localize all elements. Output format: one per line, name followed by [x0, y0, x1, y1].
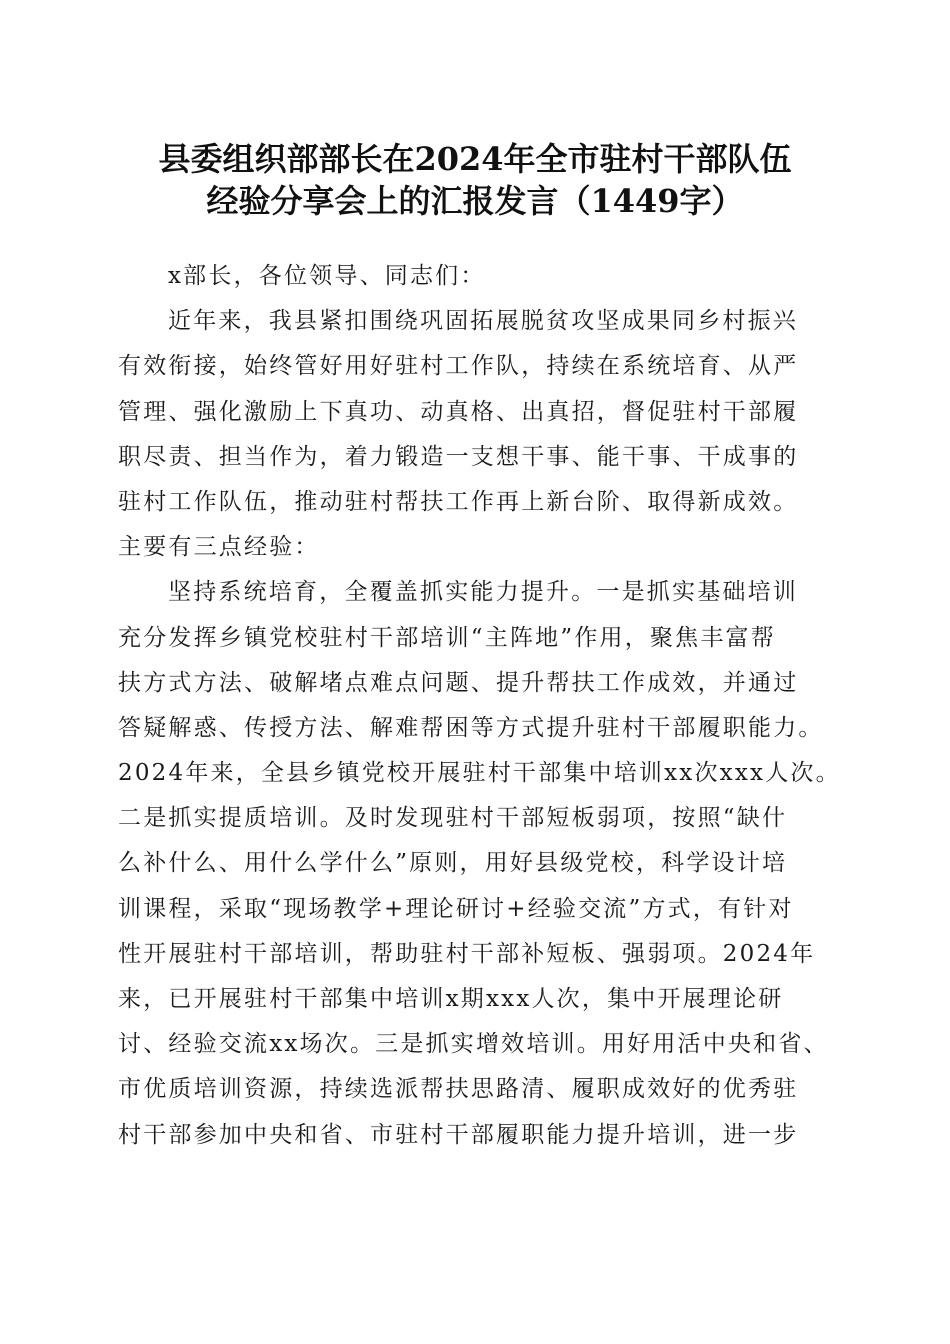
paragraph-line: 讨、经验交流xx场次。三是抓实增效培训。用好用活中央和省、	[118, 1031, 829, 1058]
paragraph-line: 驻村工作队伍，推动驻村帮扶工作再上新台阶、取得新成效。	[118, 488, 799, 515]
paragraph-line: 二是抓实提质培训。及时发现驻村干部短板弱项，按照“缺什	[118, 805, 788, 832]
paragraph-line: 村干部参加中央和省、市驻村干部履职能力提升培训，进一步	[118, 1121, 799, 1148]
title-line-1: 县委组织部部长在2024年全市驻村干部队伍	[158, 140, 792, 178]
paragraph-line: 充分发挥乡镇党校驻村干部培训“主阵地”作用，聚焦丰富帮	[118, 624, 776, 651]
paragraph-line: 职尽责、担当作为，着力锻造一支想干事、能干事、干成事的	[118, 443, 799, 470]
paragraph-line: 管理、强化激励上下真功、动真格、出真招，督促驻村干部履	[118, 398, 799, 425]
paragraph-line: 有效衔接，始终管好用好驻村工作队，持续在系统培育、从严	[118, 353, 799, 380]
document-body	[118, 254, 842, 1158]
title-line-2: 经验分享会上的汇报发言（1449字）	[206, 182, 744, 220]
document-title	[90, 138, 860, 222]
paragraph-line: 主要有三点经验：	[118, 534, 320, 561]
paragraph-line: 市优质培训资源，持续选派帮扶思路清、履职成效好的优秀驻	[118, 1076, 799, 1103]
paragraph-line: 么补什么、用什么学什么”原则，用好县级党校，科学设计培	[118, 850, 788, 877]
paragraph-line: 扶方式方法、破解堵点难点问题、提升帮扶工作成效，并通过	[118, 669, 799, 696]
salutation-line: x部长，各位领导、同志们：	[168, 263, 486, 289]
paragraph-line: 来，已开展驻村干部集中培训x期xxx人次，集中开展理论研	[118, 986, 784, 1012]
paragraph-line: 性开展驻村干部培训，帮助驻村干部补短板、强弱项。2024年	[118, 940, 816, 967]
paragraph-line: 答疑解惑、传授方法、解难帮困等方式提升驻村干部履职能力。	[118, 714, 824, 741]
paragraph-line: 2024年来，全县乡镇党校开展驻村干部集中培训xx次xxx人次。	[118, 760, 841, 787]
paragraph-line: 坚持系统培育，全覆盖抓实能力提升。一是抓实基础培训	[168, 579, 798, 606]
paragraph-line: 近年来，我县紧扣围绕巩固拓展脱贫攻坚成果同乡村振兴	[168, 308, 798, 335]
paragraph-line: 训课程，采取“现场教学+理论研讨+经验交流”方式，有针对	[118, 895, 794, 922]
